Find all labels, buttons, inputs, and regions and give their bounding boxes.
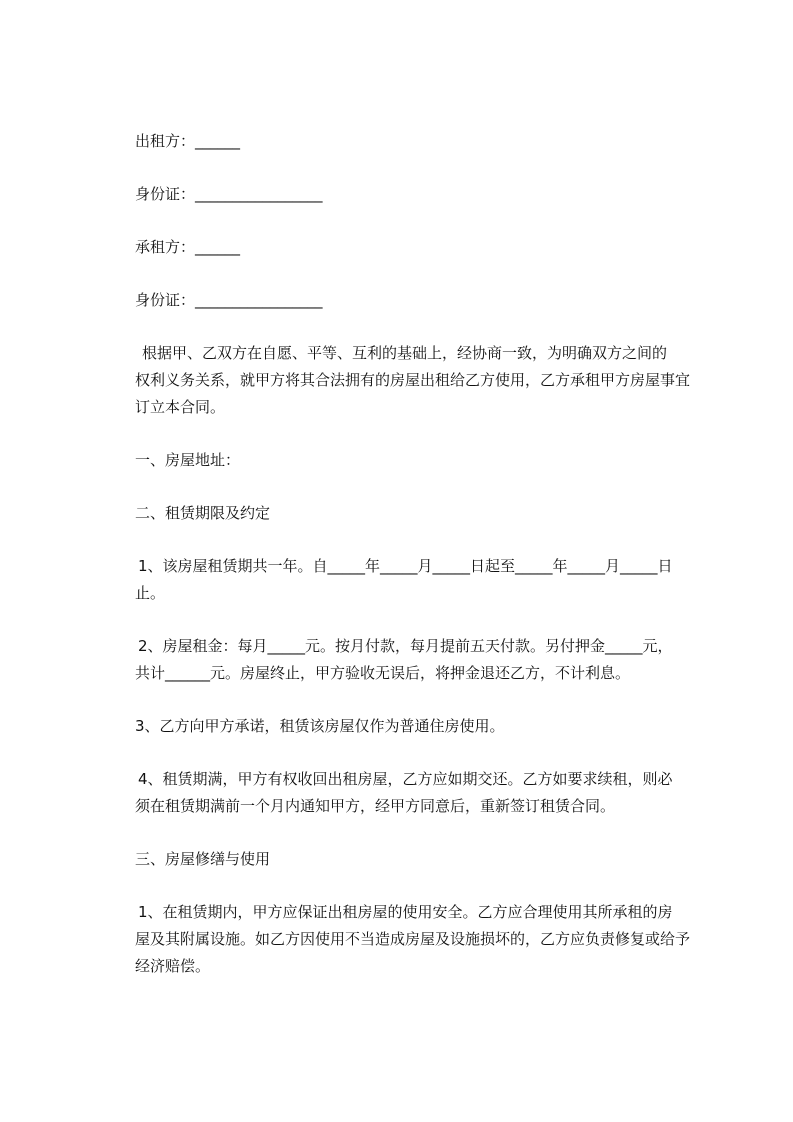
clause-2-4-line-1: 4、租赁期满，甲方有权收回出租房屋，乙方应如期交还。乙方如要求续租，则必 [138,770,673,788]
clause-2-4-line-2: 须在租赁期满前一个月内通知甲方，经甲方同意后，重新签订租赁合同。 [135,797,616,815]
lessee-field: 承租方：______ [135,238,241,256]
section-1-heading: 一、房屋地址： [135,451,241,469]
section-2-heading: 二、租赁期限及约定 [135,504,271,522]
clause-2-3: 3、乙方向甲方承诺，租赁该房屋仅作为普通住房使用。 [135,717,505,735]
preamble-line-3: 订立本合同。 [135,398,226,416]
lessee-id-field: 身份证：_________________ [135,291,323,309]
preamble-line-2: 权利义务关系，就甲方将其合法拥有的房屋出租给乙方使用，乙方承租甲方房屋事宜 [135,371,691,389]
clause-2-2-line-2: 共计______元。房屋终止，甲方验收无误后，将押金退还乙方，不计利息。 [135,664,631,682]
clause-3-1-line-3: 经济赔偿。 [135,957,211,975]
section-3-heading: 三、房屋修缮与使用 [135,850,271,868]
clause-2-1-line-2: 止。 [135,584,166,602]
clause-3-1-line-2: 屋及其附属设施。如乙方因使用不当造成房屋及设施损坏的，乙方应负责修复或给予 [135,930,691,948]
clause-2-2-line-1: 2、房屋租金：每月_____元。按月付款，每月提前五天付款。另付押金_____元， [138,637,673,655]
preamble-line-1: 根据甲、乙双方在自愿、平等、互利的基础上，经协商一致，为明确双方之间的 [142,344,668,362]
clause-3-1-line-1: 1、在租赁期内，甲方应保证出租房屋的使用安全。乙方应合理使用其所承租的房 [138,903,673,921]
lessor-id-field: 身份证：_________________ [135,185,323,203]
clause-2-1-line-1: 1、该房屋租赁期共一年。自_____年_____月_____日起至_____年_____月_____日 [138,557,673,575]
lessor-field: 出租方：______ [135,132,241,150]
